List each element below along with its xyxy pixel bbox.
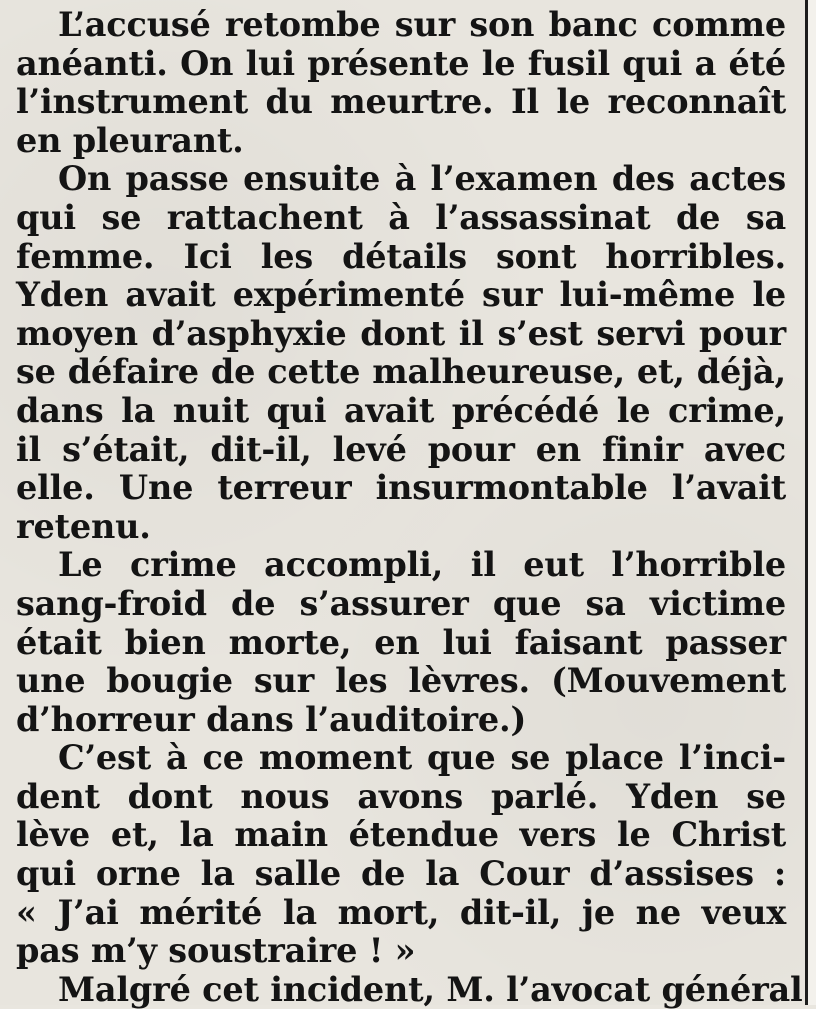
text-line: se défaire de cette malheureuse, et, déjà, [16, 352, 786, 392]
text-line: retenu. [16, 506, 151, 546]
text-line: On passe ensuite à l’examen des actes [58, 159, 786, 199]
paragraph-2 [16, 160, 786, 546]
column-rule [805, 0, 808, 1005]
text-line: « J’ai mérité la mort, dit-il, je ne veux [16, 892, 786, 932]
text-line: sang-froid de s’assurer que sa victime [16, 583, 786, 623]
text-line: lève et, la main étendue vers le Christ [16, 815, 786, 855]
page-edge [808, 0, 816, 1005]
text-line: dent dont nous avons parlé. Yden se [16, 776, 786, 816]
text-line: moyen d’asphyxie dont il s’est servi pour [16, 313, 786, 353]
cut-off-line: Malgré cet incident, M. l’avocat général [58, 969, 803, 1009]
text-line: l’instrument du meurtre. Il le reconnaît [16, 82, 786, 122]
text-line: L’accusé retombe sur son banc comme [58, 5, 786, 44]
text-line: anéanti. On lui présente le fusil qui a été [16, 43, 786, 83]
text-line: Le crime accompli, il eut l’horrible [58, 545, 786, 585]
text-line: il s’était, dit-il, levé pour en finir avec [16, 429, 786, 469]
text-line: était bien morte, en lui faisant passer [16, 622, 786, 662]
text-line: elle. Une terreur insurmontable l’avait [16, 468, 786, 508]
text-line: C’est à ce moment que se place l’inci- [58, 738, 786, 778]
paragraph-4 [16, 739, 786, 971]
paragraph-1 [16, 6, 786, 160]
text-line: pas m’y soustraire ! » [16, 931, 416, 971]
text-line: dans la nuit qui avait précédé le crime, [16, 390, 786, 430]
text-line: une bougie sur les lèvres. (Mouvement [16, 661, 786, 701]
paragraph-3 [16, 546, 786, 739]
text-line: femme. Ici les détails sont horribles. [16, 236, 786, 276]
text-line: Yden avait expérimenté sur lui-même le [16, 275, 786, 315]
article-text [16, 5, 803, 1009]
text-line: d’horreur dans l’auditoire.) [16, 699, 527, 739]
text-line: en pleurant. [16, 120, 244, 160]
text-line: qui orne la salle de la Cour d’assises : [16, 854, 786, 894]
text-line: qui se rattachent à l’assassinat de sa [16, 197, 786, 237]
